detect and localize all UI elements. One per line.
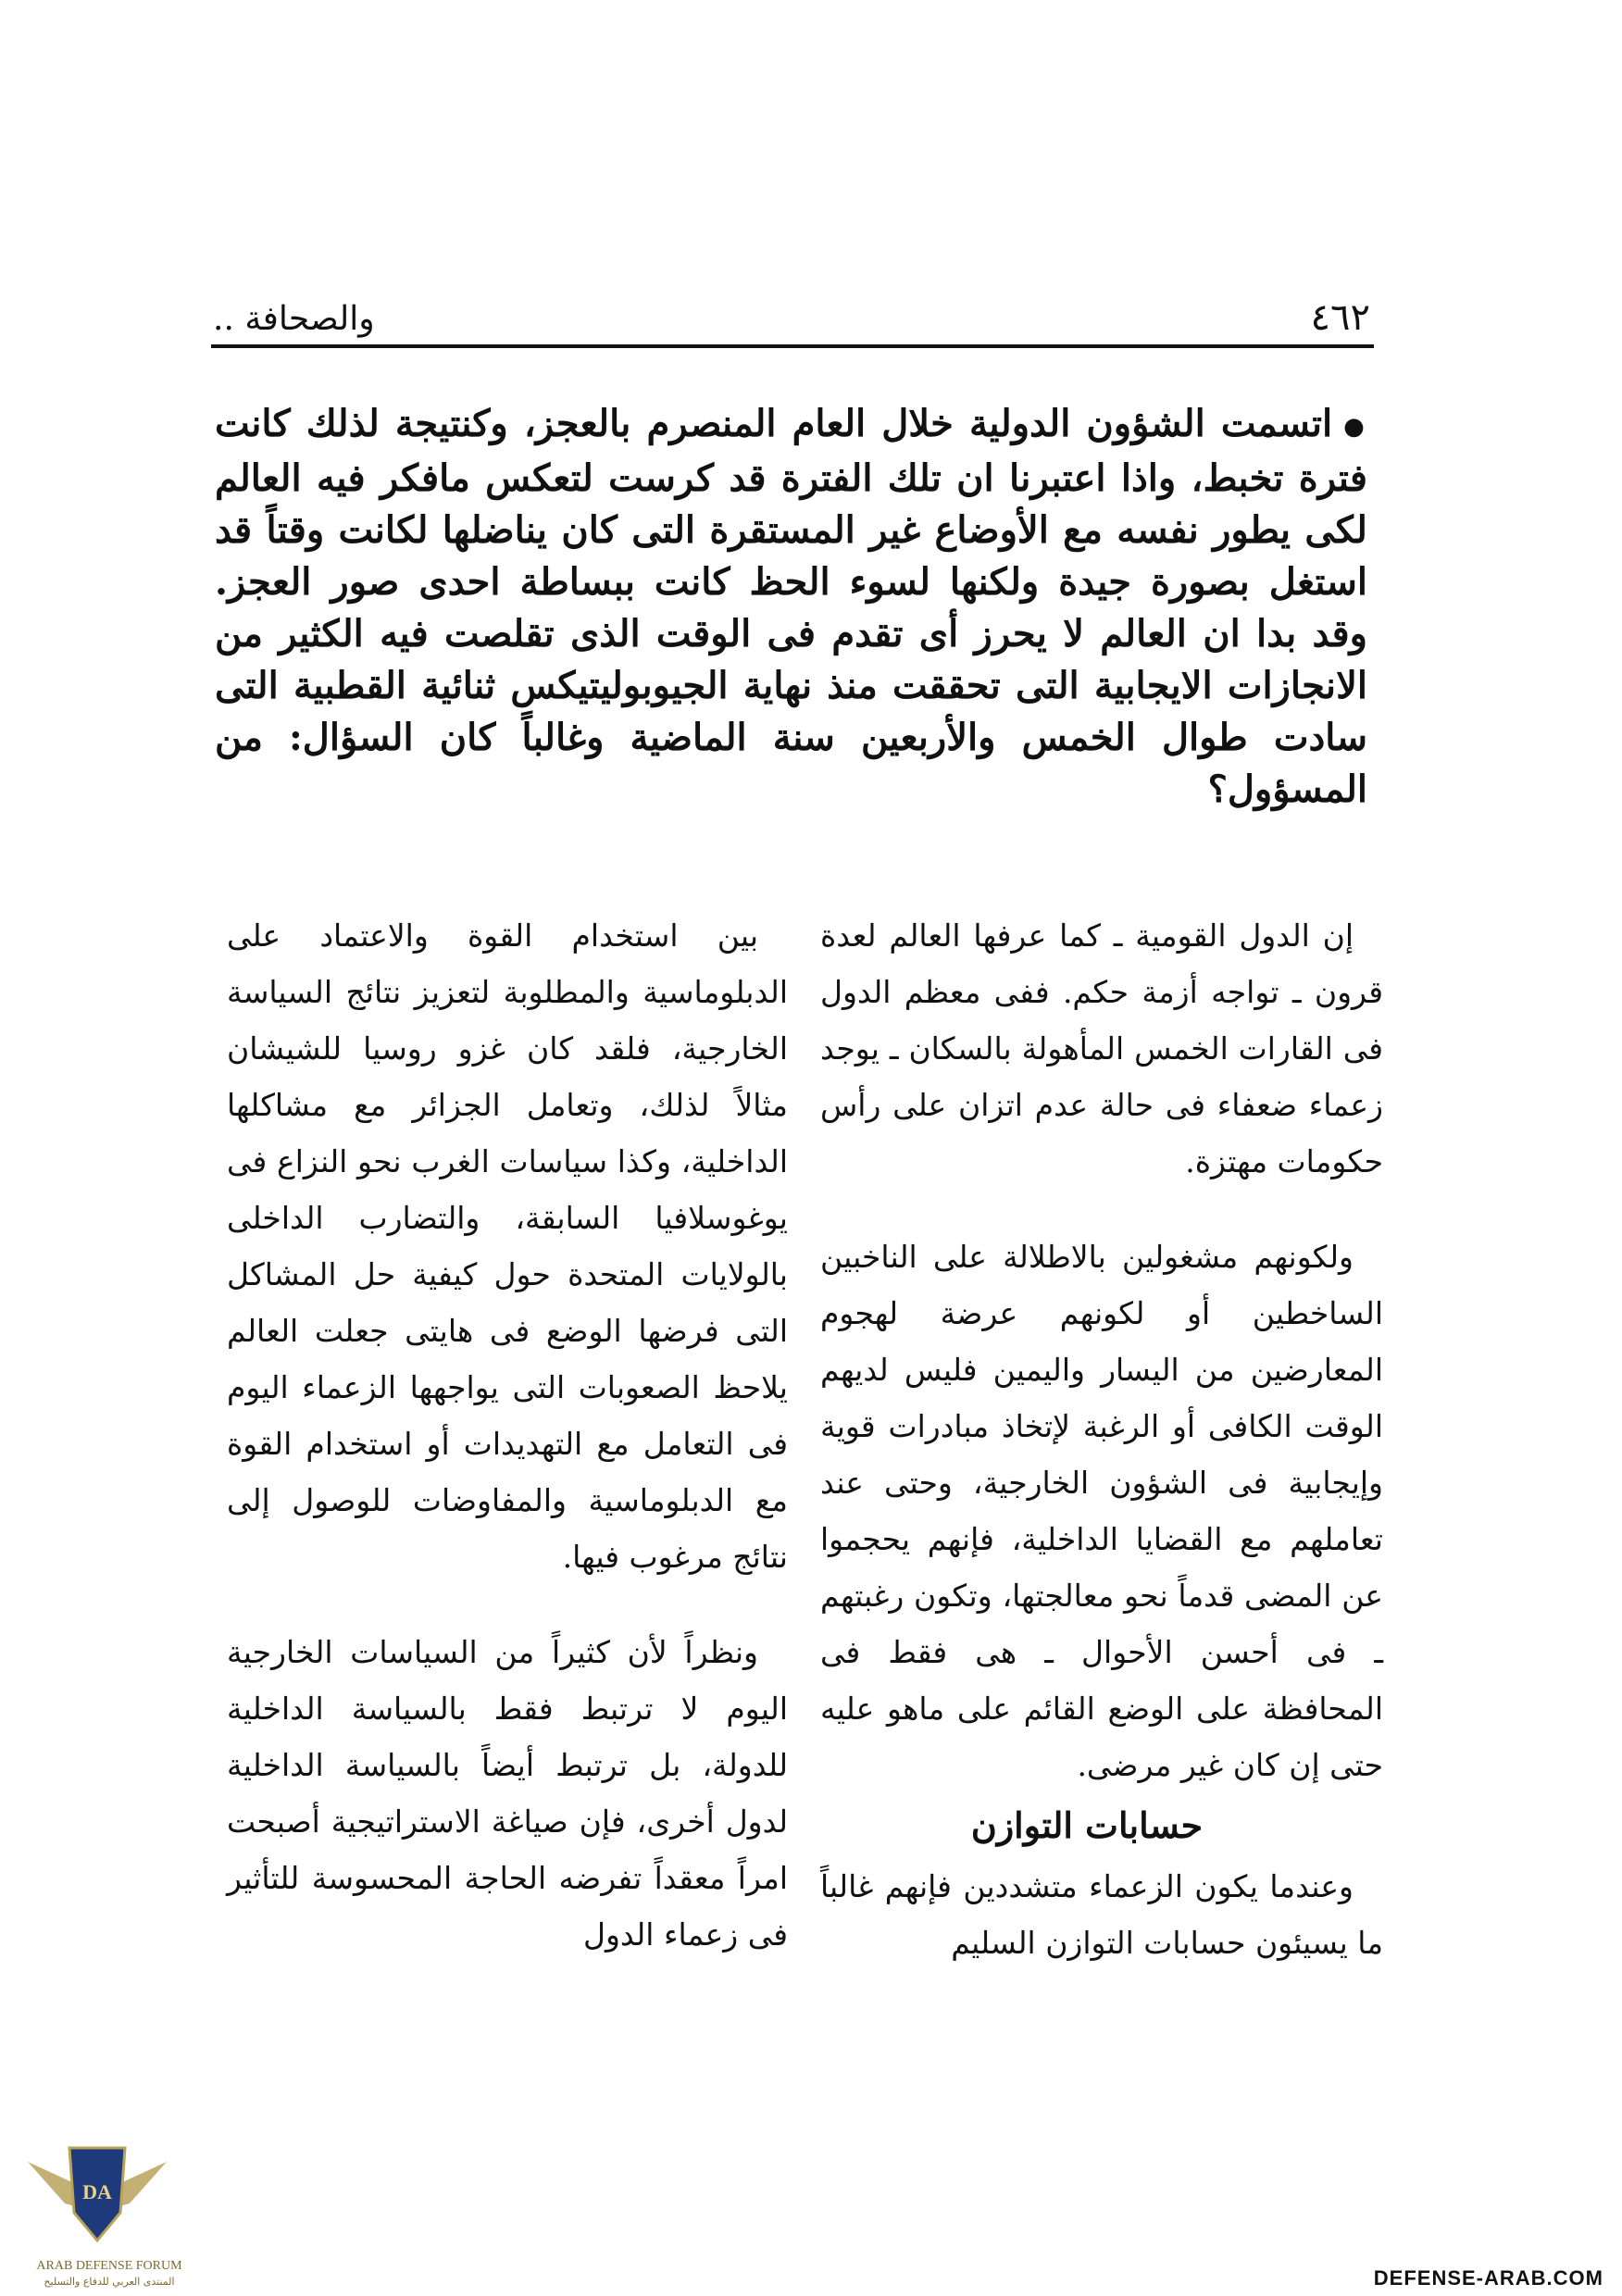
site-watermark: DEFENSE-ARAB.COM — [1373, 2266, 1603, 2290]
left-column — [227, 907, 788, 1963]
page-number: ٤٦٢ — [1310, 296, 1370, 339]
bullet-icon: ● — [1343, 413, 1368, 441]
header-rule — [211, 344, 1374, 348]
page-header — [213, 296, 1370, 352]
lead-text: اتسمت الشؤون الدولية خلال العام المنصرم بالعجز، وكنتيجة لذلك كانت فترة تخبط، واذا اعتبرنا ان تلك الفترة قد كرست لتعكس مافكر فيه العالم لكى يطور نفسه مع الأوضاع غير المستقرة التى كان يناضلها لكانت وقتاً قد استغل بصورة جيدة ولكنها لسوء الحظ كانت ببساطة احدى صور العجز. وقد بدا ان العالم لا يحرز أى تقدم فى الوقت الذى تقلصت فيه الكثير من الانجازات الايجابية التى تحققت منذ نهاية الجيوبوليتيكس ثنائية القطبية التى سادت طوال الخمس والأربعين سنة الماضية وغالباً كان السؤال: من المسؤول؟ — [215, 402, 1367, 811]
left-paragraph-2: ونظراً لأن كثيراً من السياسات الخارجية اليوم لا ترتبط فقط بالسياسة الداخلية للدولة، بل ترتبط أيضاً بالسياسة الداخلية لدول أخرى، فإن صياغة الاستراتيجية أصبحت امراً معقداً تفرضه الحاجة المحسوسة للتأثير فى زعماء الدول — [227, 1634, 788, 1953]
logo-caption-ar: المنتدى العربي للدفاع والتسليح — [44, 2276, 175, 2288]
running-title: .. والصحافة — [213, 300, 375, 338]
right-column — [820, 907, 1383, 1971]
left-paragraph-1: بين استخدام القوة والاعتماد على الدبلوماسية والمطلوبة لتعزيز نتائج السياسة الخارجية، فلقد كان غزو روسيا للشيشان مثالاً لذلك، وتعامل الجزائر مع مشاكلها الداخلية، وكذا سياسات الغرب نحو النزاع فى يوغوسلافيا السابقة، والتضارب الداخلى بالولايات المتحدة حول كيفية حل المشاكل التى فرضها الوضع فى هايتى جعلت العالم يلاحظ الصعوبات التى يواجهها الزعماء اليوم فى التعامل مع التهديدات أو استخدام القوة مع الدبلوماسية والمفاوضات للوصول إلى نتائج مرغوب فيها. — [227, 917, 788, 1575]
right-paragraph-3: وعندما يكون الزعماء متشددين فإنهم غالباً ما يسيئون حسابات التوازن السليم — [820, 1868, 1383, 1961]
logo-caption-en: ARAB DEFENSE FORUM — [36, 2259, 182, 2273]
section-subheading: حسابات التوازن — [970, 1804, 1204, 1846]
right-paragraph-1: إن الدول القومية ـ كما عرفها العالم لعدة قرون ـ تواجه أزمة حكم. ففى معظم الدول فى القارات الخمس المأهولة بالسكان ـ يوجد زعماء ضعفاء فى حالة عدم اتزان على رأس حكومات مهتزة. — [820, 917, 1383, 1179]
logo-letters: DA — [82, 2180, 112, 2203]
right-paragraph-2: ولكونهم مشغولين بالاطلالة على الناخبين الساخطين أو لكونهم عرضة لهجوم المعارضين من اليسار واليمين فليس لديهم الوقت الكافى أو الرغبة لإتخاذ مبادرات قوية وإيجابية فى الشؤون الخارجية، وحتى عند تعاملهم مع القضايا الداخلية، فإنهم يحجموا عن المضى قدماً نحو معالجتها، وتكون رغبتهم ـ فى أحسن الأحوال ـ هى فقط فى المحافظة على الوضع القائم على ماهو عليه حتى إن كان غير مرضى. — [820, 1239, 1383, 1783]
lead-paragraph — [215, 398, 1367, 816]
